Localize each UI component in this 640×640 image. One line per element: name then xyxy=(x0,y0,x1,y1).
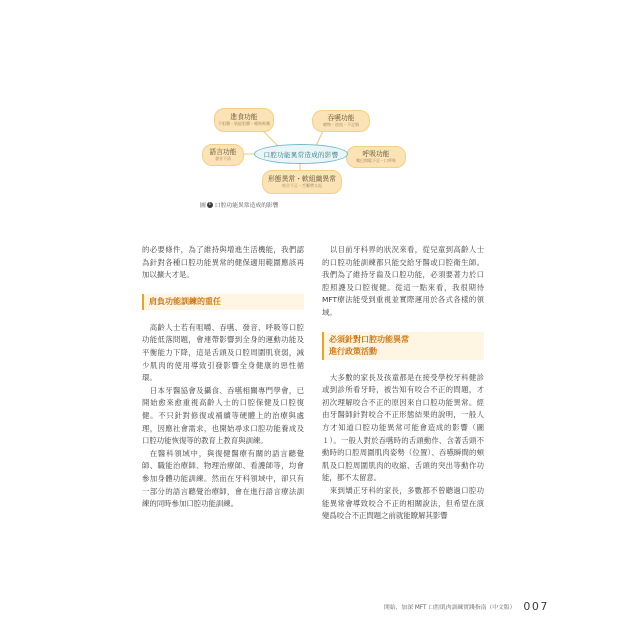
node-title: 語言功能 xyxy=(209,147,237,156)
figure-diagram xyxy=(196,104,396,196)
node-speech-function xyxy=(202,144,244,166)
right-column xyxy=(322,244,484,523)
paragraph: 高齡人士若有咀嚼、吞嚥、發音、呼吸等口腔功能低落問題，會連帶影響到全身的運動功能及平衡能力下降，這是舌頭及口腔周圍肌衰弱，減少肌肉的使用導致引發影響全身健康的惡性循環。 xyxy=(142,322,304,383)
node-subtitle: 發音不清 xyxy=(215,156,231,162)
paragraph: 日本牙醫協會及攝食、吞嚥相關專門學會，已開始愈來愈重視高齡人士的口腔保健及口腔復健。不只針對修復或補續等硬體上的治療與處理，因應社會需求，也開始尋求口腔功能養成及口腔功能恢復等的教育上教育與訓練。 xyxy=(142,385,304,446)
node-title: 形態異常・軟組織異常 xyxy=(268,174,336,183)
node-title: 呼吸功能 xyxy=(362,149,390,158)
paragraph: 來到矯正牙科的家長，多數都不曾聽過口腔功能異常會導致咬合不正的相關說法，但希望在演變爲咬合不正問題之前就能瞭解其影響 xyxy=(322,485,484,521)
heading-line-2: 進行政策活動 xyxy=(329,346,377,356)
page-number: 007 xyxy=(523,600,549,613)
node-subtitle: 嘴巴開鬆不足・口呼吸 xyxy=(356,158,396,164)
caption-text: 口腔功能異常造成的影響 xyxy=(214,203,279,209)
caption-prefix: 圖 xyxy=(200,203,206,209)
paragraph: 的必要條件，為了維持與增進生活機能，我們認為針對各種口腔功能異常的健保適用範圍應該再加以擴大才是。 xyxy=(142,245,304,280)
footer-book-title: 開始，加深 MFT 口腔肌肉訓練實踐指南（中文版） xyxy=(384,605,516,611)
node-subtitle: 咬合不正・舌繫帶太短 xyxy=(282,183,322,189)
node-title: 吞嚥功能 xyxy=(327,113,355,122)
heading-line-1: 必須針對口腔功能異常 xyxy=(329,334,409,344)
figure-caption xyxy=(200,200,279,209)
node-title: 進食功能 xyxy=(230,112,258,121)
node-subtitle: 不咀嚼・肌能咀嚼・嚥物吸嘴 xyxy=(218,121,270,127)
heading-text: 肩負功能訓練的重任 xyxy=(149,296,221,306)
section-heading xyxy=(322,332,484,360)
page-footer xyxy=(384,600,549,613)
paragraph: 大多數的家長及孩童都是在接受學校牙科健診或到診所看牙時，被告知有咬合不正的問題，才初次理解咬合不正的原因來自口腔功能異常。經由牙醫師針對咬合不正形態結果的說明，一般人方才知道口腔功能異常可能會造成的影響（圖１）。一般人對於吞嚥時的舌頭動作、含著舌頭不動時的口腔周圍肌肉姿勢（位置）、吞嚥瞬間的頰肌及口腔周圍肌肉的收縮、舌頭的突出等動作功能，都不太留意。 xyxy=(322,372,484,483)
section-heading xyxy=(142,294,304,310)
node-breathing-function xyxy=(346,146,406,168)
node-swallowing-function xyxy=(312,110,370,132)
left-column xyxy=(142,244,304,511)
center-node: 口腔功能異常造成的影響 xyxy=(254,144,348,164)
paragraph: 在醫科領域中，與復健醫療有關的語言聽覺師、職能治療師、物理治療師、看護師等，均會參加身體功能訓練。然而在牙科領域中，卻只有一部分的語言聽覺治療師，會在進行語言療法訓練的同時參加口腔功能訓練。 xyxy=(142,448,304,509)
caption-number: 1 xyxy=(208,201,212,207)
node-subtitle: 嗆物・逆流・不足咽 xyxy=(323,122,359,128)
node-morphology-abnormality xyxy=(262,170,342,194)
node-eating-function xyxy=(214,108,274,132)
paragraph: 以目前牙科界的狀況來看，從兒童到高齡人士的口腔功能訓練都只能交給牙醫或口腔衛生師。我們為了維持牙齒及口腔功能，必須要著力於口腔照護及口腔復健。從這一點來看，我很期待MFT療法能受到重視並實際運用於各式各樣的領域。 xyxy=(322,245,484,317)
